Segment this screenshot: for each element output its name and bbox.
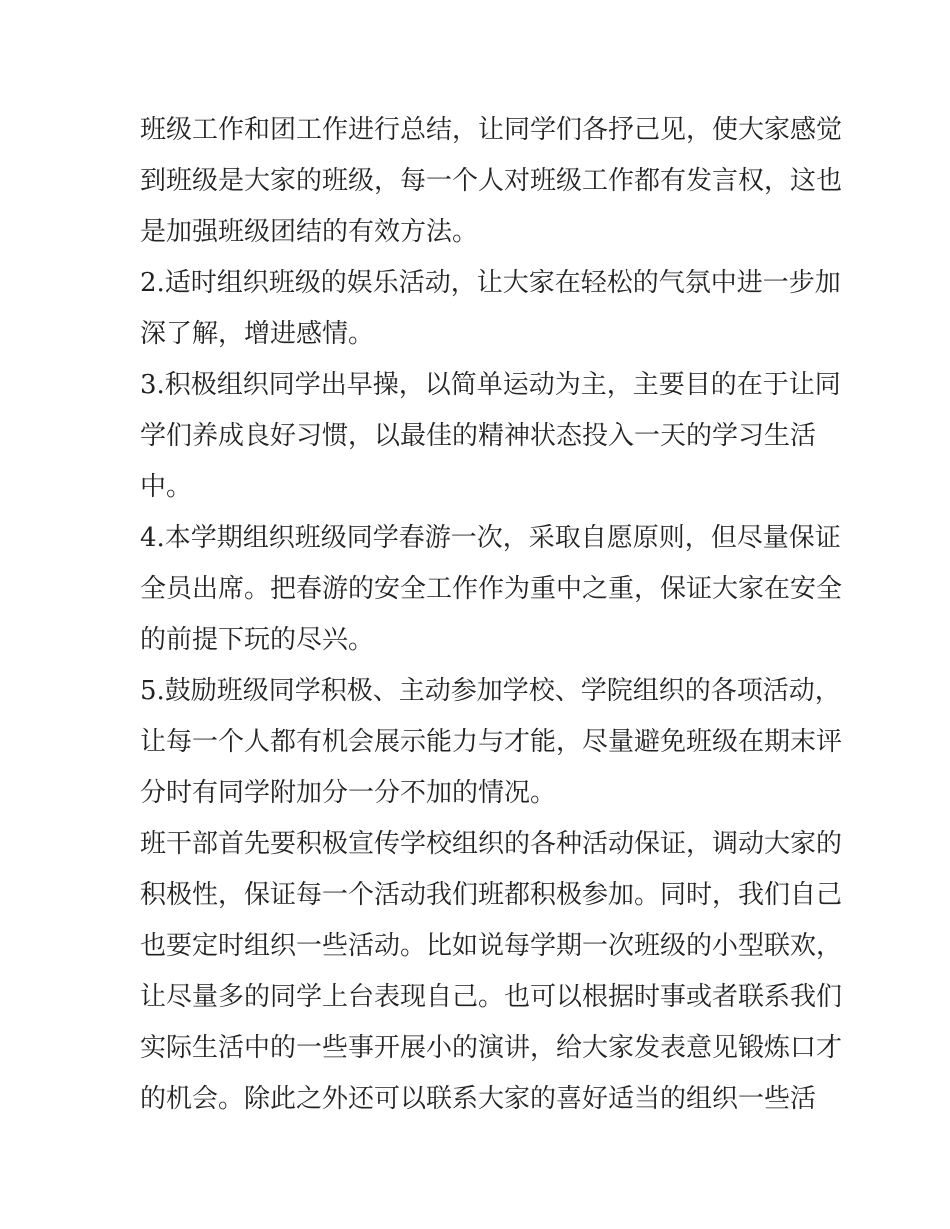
text-line: 学们养成良好习惯，以最佳的精神状态投入一天的学习生活 bbox=[140, 421, 817, 451]
text-line: 班级工作和团工作进行总结，让同学们各抒己见，使大家感觉 bbox=[140, 115, 843, 145]
text-line: 的机会。除此之外还可以联系大家的喜好适当的组织一些活 bbox=[140, 1084, 817, 1114]
text-line: 让每一个人都有机会展示能力与才能，尽量避免班级在期末评 bbox=[140, 727, 843, 757]
text-line: 5.鼓励班级同学积极、主动参加学校、学院组织的各项活动， bbox=[140, 676, 841, 706]
text-line: 全员出席。把春游的安全工作作为重中之重，保证大家在安全 bbox=[140, 574, 843, 604]
text-line: 深了解，增进感情。 bbox=[140, 319, 375, 349]
text-line: 3.积极组织同学出早操，以简单运动为主，主要目的在于让同 bbox=[140, 370, 841, 400]
text-line: 也要定时组织一些活动。比如说每学期一次班级的小型联欢， bbox=[140, 931, 843, 961]
text-line: 让尽量多的同学上台表现自己。也可以根据时事或者联系我们 bbox=[140, 982, 843, 1012]
text-line: 2.适时组织班级的娱乐活动，让大家在轻松的气氛中进一步加 bbox=[140, 268, 841, 298]
document-body bbox=[140, 105, 843, 1125]
text-line: 中。 bbox=[140, 472, 193, 502]
text-line: 的前提下玩的尽兴。 bbox=[140, 625, 375, 655]
text-line: 班干部首先要积极宣传学校组织的各种活动保证，调动大家的 bbox=[140, 829, 843, 859]
text-line: 积极性，保证每一个活动我们班都积极参加。同时，我们自己 bbox=[140, 880, 843, 910]
text-line: 到班级是大家的班级，每一个人对班级工作都有发言权，这也 bbox=[140, 166, 843, 196]
text-line: 分时有同学附加分一分不加的情况。 bbox=[140, 778, 557, 808]
text-line: 是加强班级团结的有效方法。 bbox=[140, 217, 479, 247]
text-line: 实际生活中的一些事开展小的演讲，给大家发表意见锻炼口才 bbox=[140, 1033, 843, 1063]
text-line: 4.本学期组织班级同学春游一次，采取自愿原则，但尽量保证 bbox=[140, 523, 841, 553]
